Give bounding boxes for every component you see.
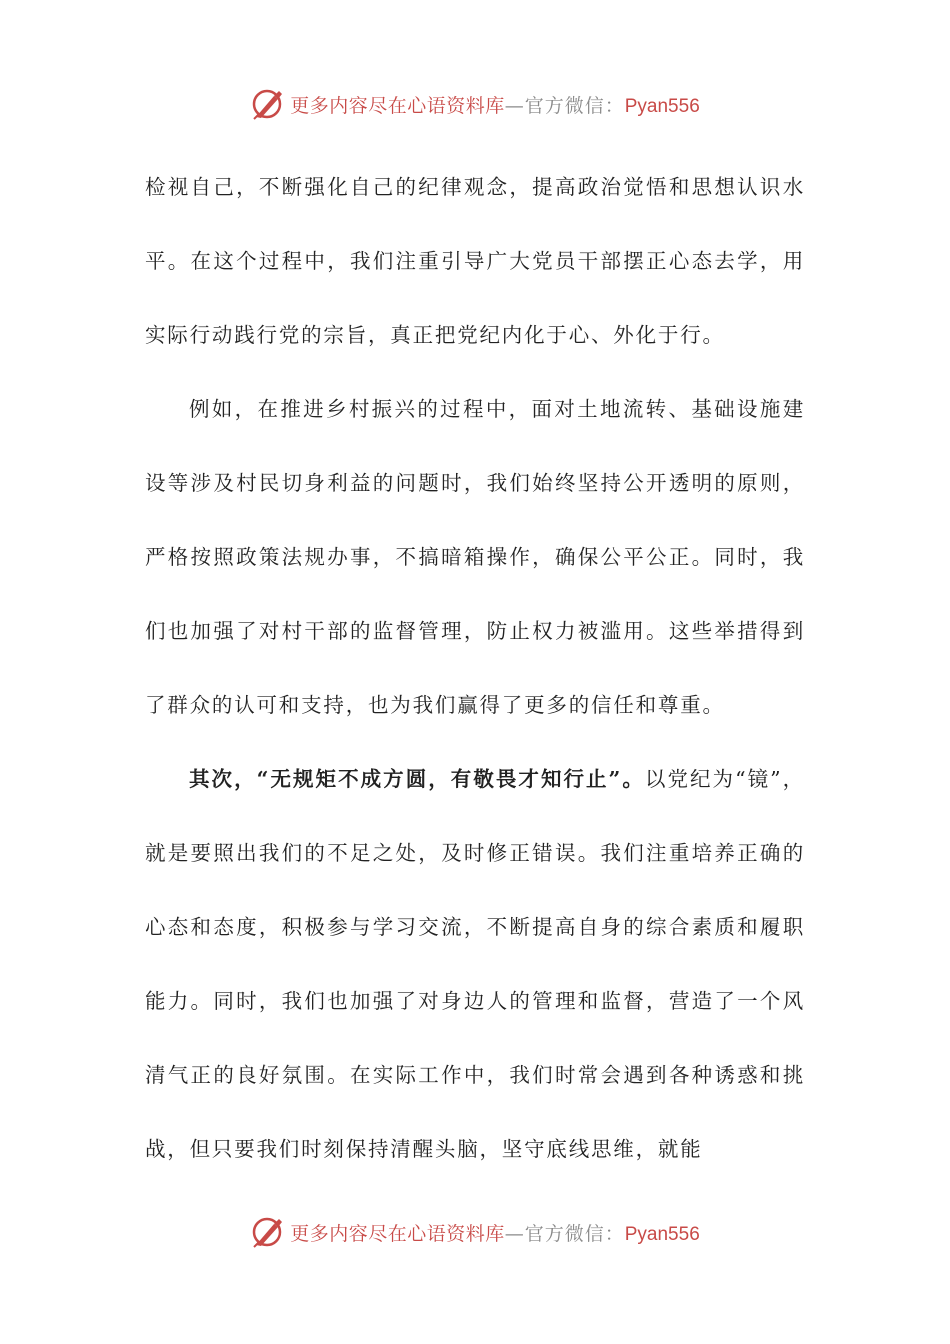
document-body [145,150,805,1186]
paragraph-2: 例如，在推进乡村振兴的过程中，面对土地流转、基础设施建设等涉及村民切身利益的问题时，我们始终坚持公开透明的原则，严格按照政策法规办事，不搞暗箱操作，确保公平公正。同时，我们也加强了对村干部的监督管理，防止权力被滥用。这些举措得到了群众的认可和支持，也为我们赢得了更多的信任和尊重。 [145,397,805,717]
pen-logo-icon [250,87,284,121]
footer-banner-tail: —官方微信： [504,1222,625,1245]
pen-logo-icon [250,1215,284,1249]
header-banner-lead: 更多内容尽在心语资料库 [290,94,505,117]
paragraph-3-text: 以党纪为“镜”，就是要照出我们的不足之处，及时修正错误。我们注重培养正确的心态和态度，积极参与学习交流，不断提高自身的综合素质和履职能力。同时，我们也加强了对身边人的管理和监督，营造了一个风清气正的良好氛围。在实际工作中，我们时常会遇到各种诱惑和挑战，但只要我们时刻保持清醒头脑，坚守底线思维，就能 [145,767,805,1161]
footer-banner-text [290,1219,700,1246]
footer-banner-content [250,1215,700,1249]
header-banner-content [250,87,700,121]
paragraph-3 [145,742,805,1186]
header-banner-tail: —官方微信： [504,94,625,117]
paragraph-3-heading: 其次，“无规矩不成方圆，有敬畏才知行止”。 [189,767,645,791]
header-banner-text [290,91,700,118]
footer-banner-id: Pyan556 [624,1223,700,1245]
header-banner-id: Pyan556 [624,95,700,117]
paragraph-1: 检视自己，不断强化自己的纪律观念，提高政治觉悟和思想认识水平。在这个过程中，我们注重引导广大党员干部摆正心态去学，用实际行动践行党的宗旨，真正把党纪内化于心、外化于行。 [145,175,805,347]
footer-banner-lead: 更多内容尽在心语资料库 [290,1222,505,1245]
footer-banner [0,1212,950,1252]
header-banner [0,84,950,124]
